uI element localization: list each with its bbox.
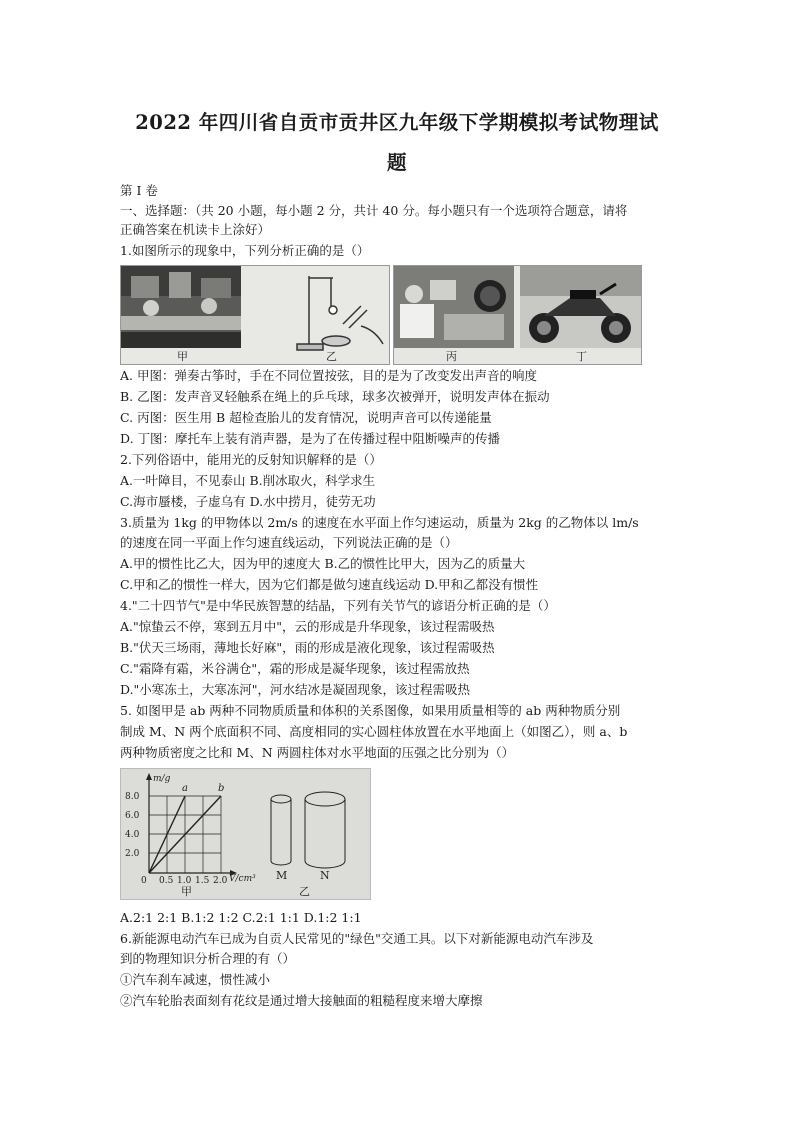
q1-option-b: B. 乙图：发声音叉轻触系在绳上的乒乓球，球多次被弹开，说明发声体在振动 [120,389,550,404]
q1-option-c: C. 丙图：医生用 B 超检查胎儿的发育情况，说明声音可以传递能量 [120,410,492,425]
xtick-0.5: 0.5 [159,876,174,886]
q2-stem: 2.下列俗语中，能用光的反射知识解释的是（） [120,452,382,467]
ytick-2: 2.0 [125,849,140,859]
ytick-4: 4.0 [125,830,140,840]
q3-stem-line1: 3.质量为 1kg 的甲物体以 2m/s 的速度在水平面上作匀速运动，质量为 2kg 的乙物体以 lm/s [120,515,639,530]
q4-option-d: D."小寒冻土，大寒冻河"，河水结冰是凝固现象，该过程需吸热 [120,682,471,697]
q1-caption-ding: 丁 [576,350,587,363]
line-b-label: b [218,783,225,794]
page-title-line2: 题 [386,151,407,174]
q5-figure [120,768,371,900]
q2-options-ab: A.一叶障目，不见泰山 B.削冰取火，科学求生 [120,473,376,488]
page-title-line1: 2022 年四川省自贡市贡井区九年级下学期模拟考试物理试 [135,111,659,134]
q1-figure-right [393,265,642,365]
q4-option-b: B."伏天三场雨，薄地长好麻"，雨的形成是液化现象，该过程需吸热 [120,640,495,655]
q4-option-a: A."惊蛰云不停，寒到五月中"，云的形成是升华现象，该过程需吸热 [120,619,495,634]
motorcycle-photo [520,266,641,348]
ultrasound-photo [394,266,514,348]
q3-options-cd: C.甲和乙的惯性一样大，因为它们都是做匀速直线运动 D.甲和乙都没有惯性 [120,577,539,592]
ytick-6: 6.0 [125,811,140,821]
q3-stem-line2: 的速度在同一平面上作匀速直线运动，下列说法正确的是（） [120,535,458,550]
cylinder-n-label: N [320,869,330,882]
xtick-2.0: 2.0 [213,876,228,886]
graph-ylabel: m/g [153,774,171,784]
cylinder-n [305,792,345,868]
graph-xlabel: V/cm³ [229,874,256,884]
q6-stem-line1: 6.新能源电动汽车已成为自贡人民常见的"绿色"交通工具。以下对新能源电动汽车涉及 [120,931,594,946]
q4-option-c: C."霜降有霜，米谷满仓"，霜的形成是凝华现象，该过程需放热 [120,661,470,676]
q5-stem-line3: 两种物质密度之比和 M、N 两圆柱体对水平地面的压强之比分别为（） [120,745,515,760]
guzheng-photo [121,266,241,348]
q5-stem-line1: 5. 如图甲是 ab 两种不同物质质量和体积的关系图像，如果用质量相等的 ab 两种物质分别 [120,703,621,718]
graph-caption-jia: 甲 [181,885,192,898]
instructions-line2: 正确答案在机读卡上涂好） [120,222,271,237]
section-label: 第 I 卷 [120,183,158,198]
q1-option-d: D. 丁图：摩托车上装有消声器，是为了在传播过程中阻断噪声的传播 [120,431,501,446]
q1-figure-left [120,265,390,365]
q1-option-a: A. 甲图：弹奏古筝时，手在不同位置按弦，目的是为了改变发出声音的响度 [120,368,537,383]
q1-caption-bing: 丙 [446,350,457,363]
ytick-8: 8.0 [125,792,140,802]
q2-options-cd: C.海市蜃楼，子虚乌有 D.水中捞月，徒劳无功 [120,494,376,509]
xtick-1.5: 1.5 [195,876,210,886]
cylinder-m-label: M [276,869,288,882]
graph-caption-yi: 乙 [299,885,310,898]
q5-stem-line2: 制成 M、N 两个底面积不同、高度相同的实心圆柱体放置在水平地面上（如图乙），则 a、b [120,724,628,739]
q1-caption-jia: 甲 [177,350,188,363]
line-a-label: a [182,783,188,794]
q4-stem: 4."二十四节气"是中华民族智慧的结晶，下列有关节气的谚语分析正确的是（） [120,598,556,613]
instructions-line1: 一、选择题：（共 20 小题，每小题 2 分，共计 40 分。每小题只有一个选项符合题意，请将 [120,203,628,218]
q6-item-1: ①汽车刹车减速，惯性减小 [120,972,271,987]
q1-stem: 1.如图所示的现象中，下列分析正确的是（） [120,243,370,258]
q3-options-ab: A.甲的惯性比乙大，因为甲的速度大 B.乙的惯性比甲大，因为乙的质量大 [120,556,526,571]
cylinder-m [271,795,291,865]
xtick-0: 0 [141,876,147,886]
xtick-1.0: 1.0 [177,876,192,886]
q1-caption-yi: 乙 [326,350,337,363]
q5-options: A.2:1 2:1 B.1:2 1:2 C.2:1 1:1 D.1:2 1:1 [120,910,362,925]
q6-item-2: ②汽车轮胎表面刻有花纹是通过增大接触面的粗糙程度来增大摩擦 [120,993,483,1008]
cylinders-drawing [271,792,345,868]
q6-stem-line2: 到的物理知识分析合理的有（） [120,951,296,966]
